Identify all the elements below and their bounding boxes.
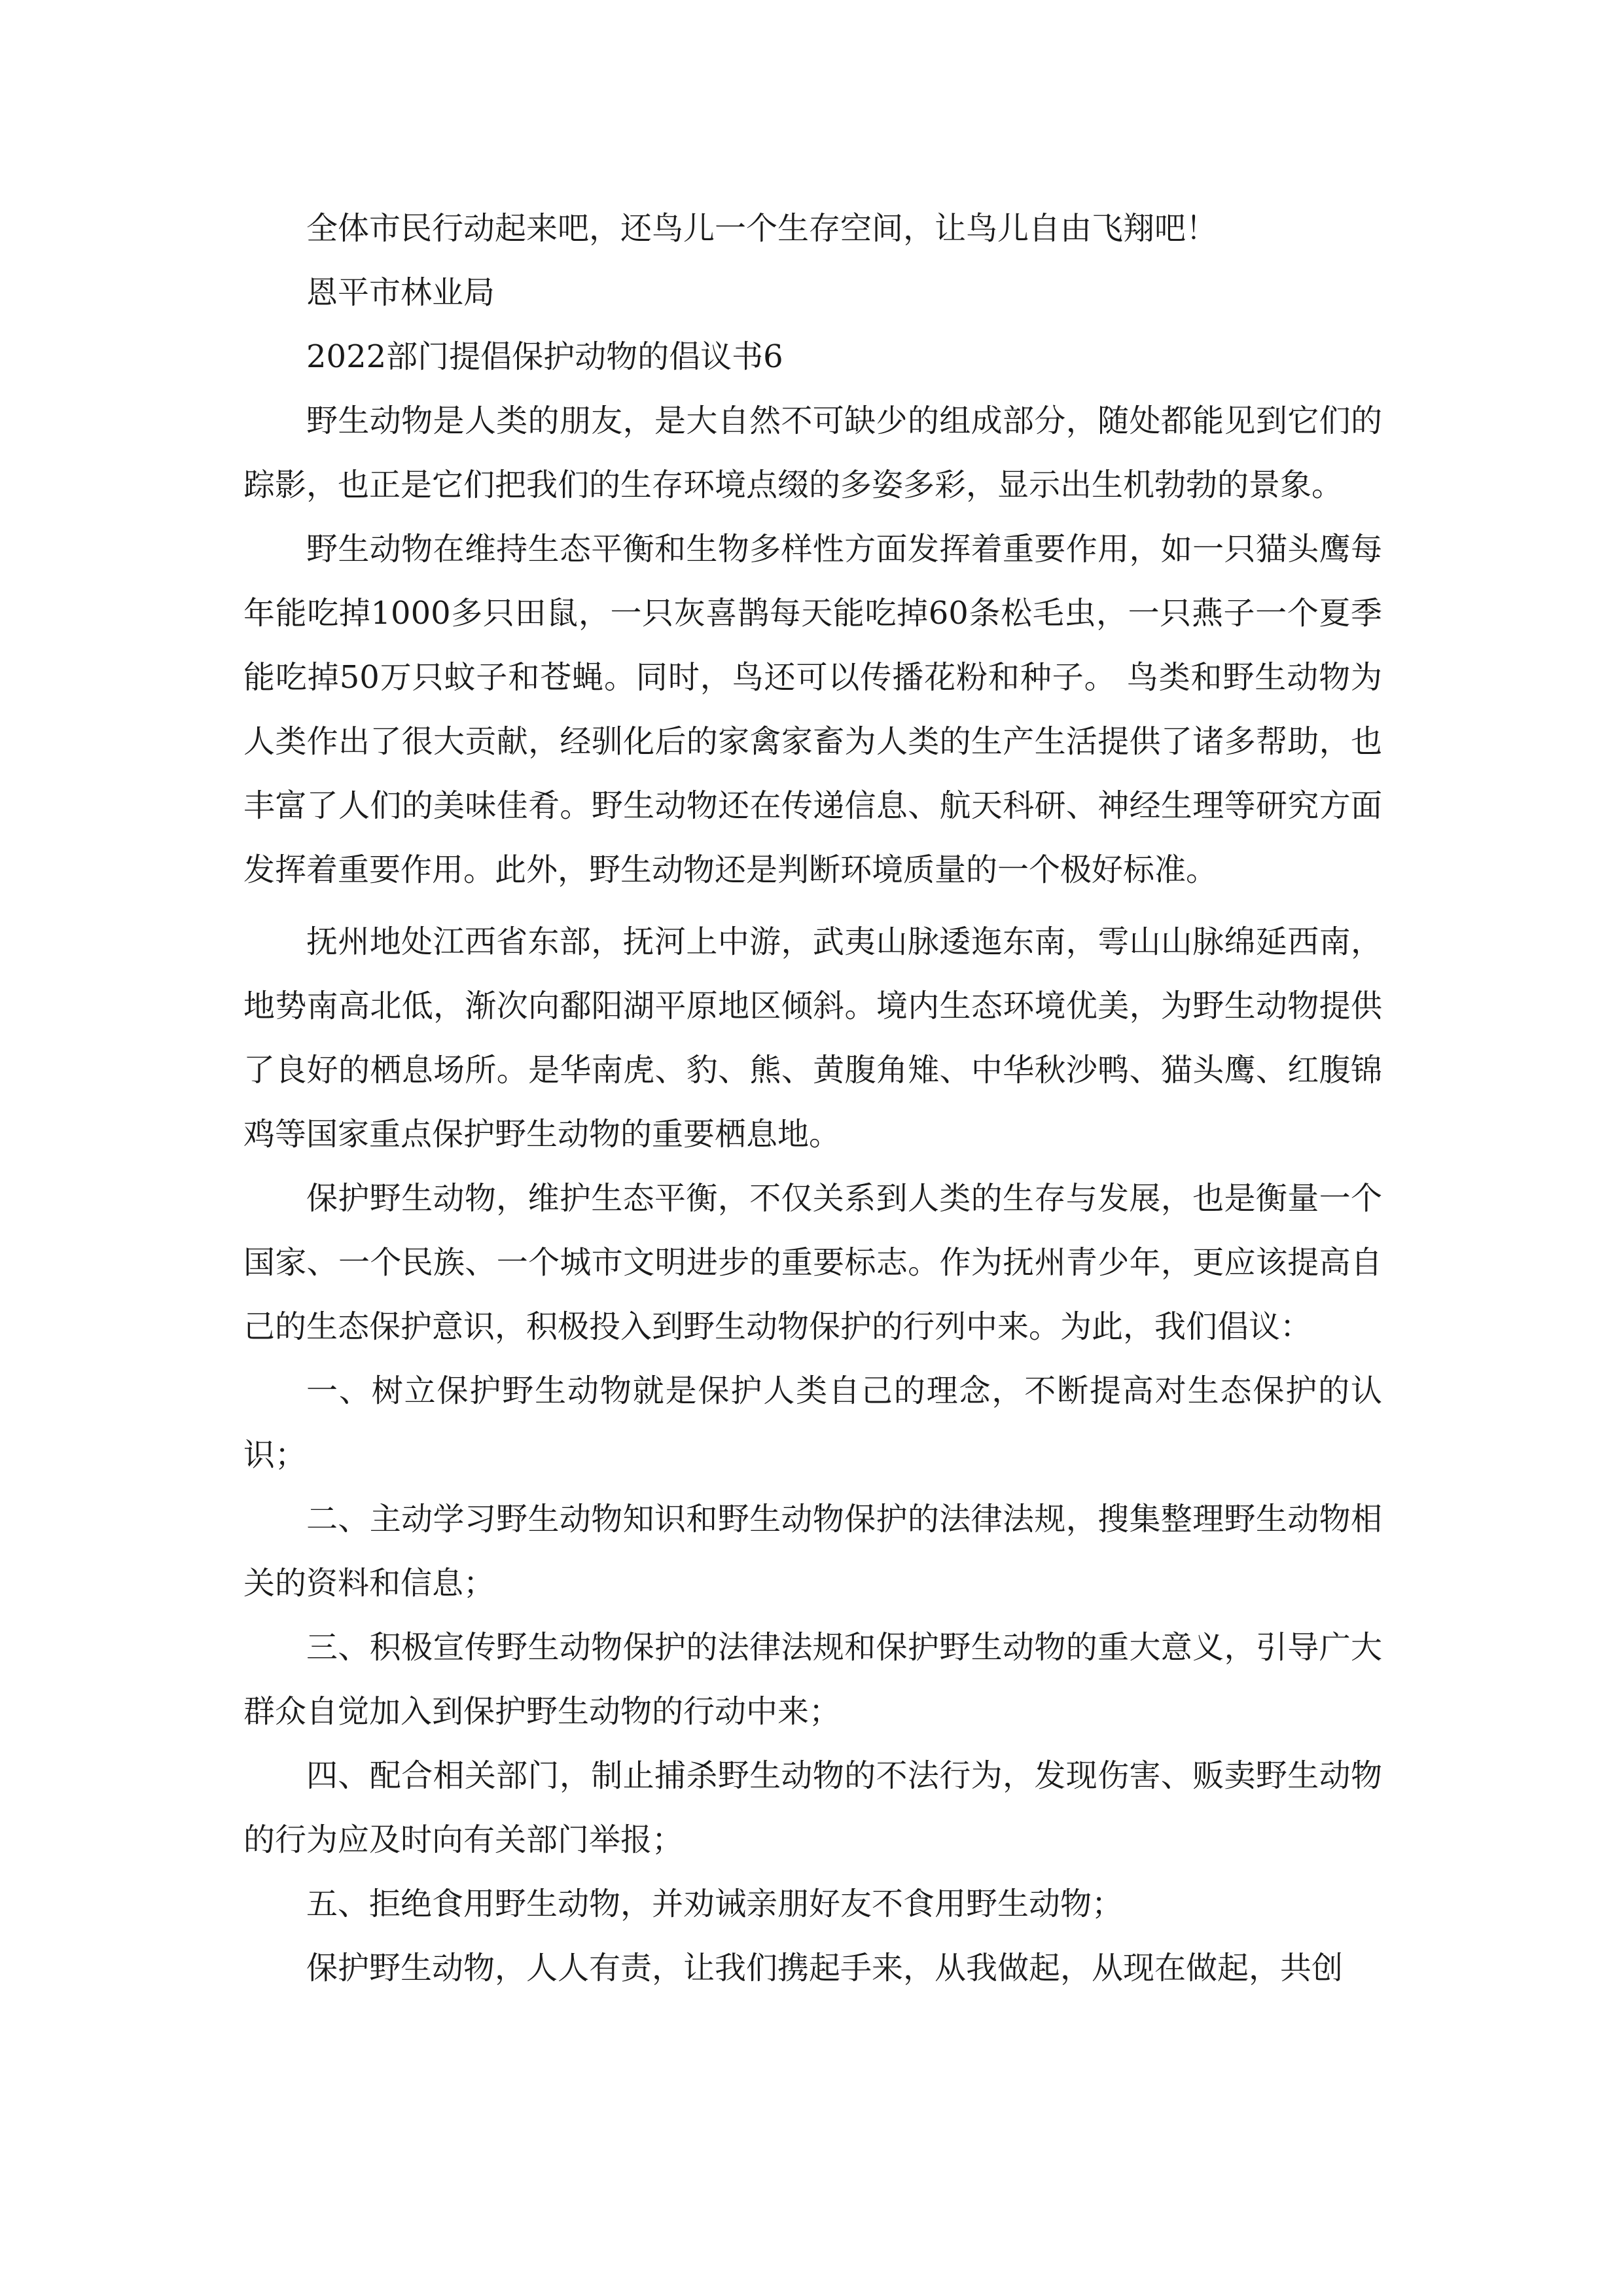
proposal-item: 三、积极宣传野生动物保护的法律法规和保护野生动物的重大意义，引导广大群众自觉加入到保护野生动物的行动中来； (243, 1629, 1382, 1730)
closing-call-paragraph: 全体市民行动起来吧，还鸟儿一个生存空间，让鸟儿自由飞翔吧！ (306, 210, 1218, 247)
body-paragraph: 野生动物在维持生态平衡和生物多样性方面发挥着重要作用，如一只猫头鹰每年能吃掉1000多只田鼠，一只灰喜鹊每天能吃掉60条松毛虫，一只燕子一个夏季能吃掉50万只蚊子和苍蝇。同时，鸟还可以传播花粉和种子。 鸟类和野生动物为人类作出了很大贡献，经驯化后的家禽家畜为人类的生产生活提供了诸多帮助，也丰富了人们的美味佳肴。野生动物还在传递信息、航天科研、神经生理等研究方面发挥着重要作用。此外，野生动物还是判断环境质量的一个极好标准。 (243, 531, 1382, 888)
proposal-item: 二、主动学习野生动物知识和野生动物保护的法律法规，搜集整理野生动物相关的资料和信息； (243, 1501, 1382, 1602)
closing-paragraph: 保护野生动物，人人有责，让我们携起手来，从我做起，从现在做起，共创 (306, 1950, 1344, 1986)
proposal-item: 五、拒绝食用野生动物，并劝诫亲朋好友不食用野生动物； (306, 1886, 1124, 1922)
body-paragraph: 野生动物是人类的朋友，是大自然不可缺少的组成部分，随处都能见到它们的踪影，也正是它们把我们的生存环境点缀的多姿多彩，显示出生机勃勃的景象。 (243, 403, 1382, 503)
body-paragraph: 抚州地处江西省东部，抚河上中游，武夷山脉逶迤东南，雩山山脉绵延西南，地势南高北低，渐次向鄱阳湖平原地区倾斜。境内生态环境优美，为野生动物提供了良好的栖息场所。是华南虎、豹、熊、黄腹角雉、中华秋沙鸭、猫头鹰、红腹锦鸡等国家重点保护野生动物的重要栖息地。 (243, 924, 1382, 1153)
section-title: 2022部门提倡保护动物的倡议书6 (306, 338, 783, 375)
signature-organization: 恩平市林业局 (306, 274, 495, 311)
document-body (243, 196, 1382, 2000)
body-paragraph: 保护野生动物，维护生态平衡，不仅关系到人类的生存与发展，也是衡量一个国家、一个民族、一个城市文明进步的重要标志。作为抚州青少年，更应该提高自己的生态保护意识，积极投入到野生动物保护的行列中来。为此，我们倡议： (243, 1180, 1382, 1345)
proposal-item: 四、配合相关部门，制止捕杀野生动物的不法行为，发现伤害、贩卖野生动物的行为应及时向有关部门举报； (243, 1757, 1382, 1858)
proposal-item: 一、树立保护野生动物就是保护人类自己的理念，不断提高对生态保护的认识； (243, 1372, 1382, 1473)
